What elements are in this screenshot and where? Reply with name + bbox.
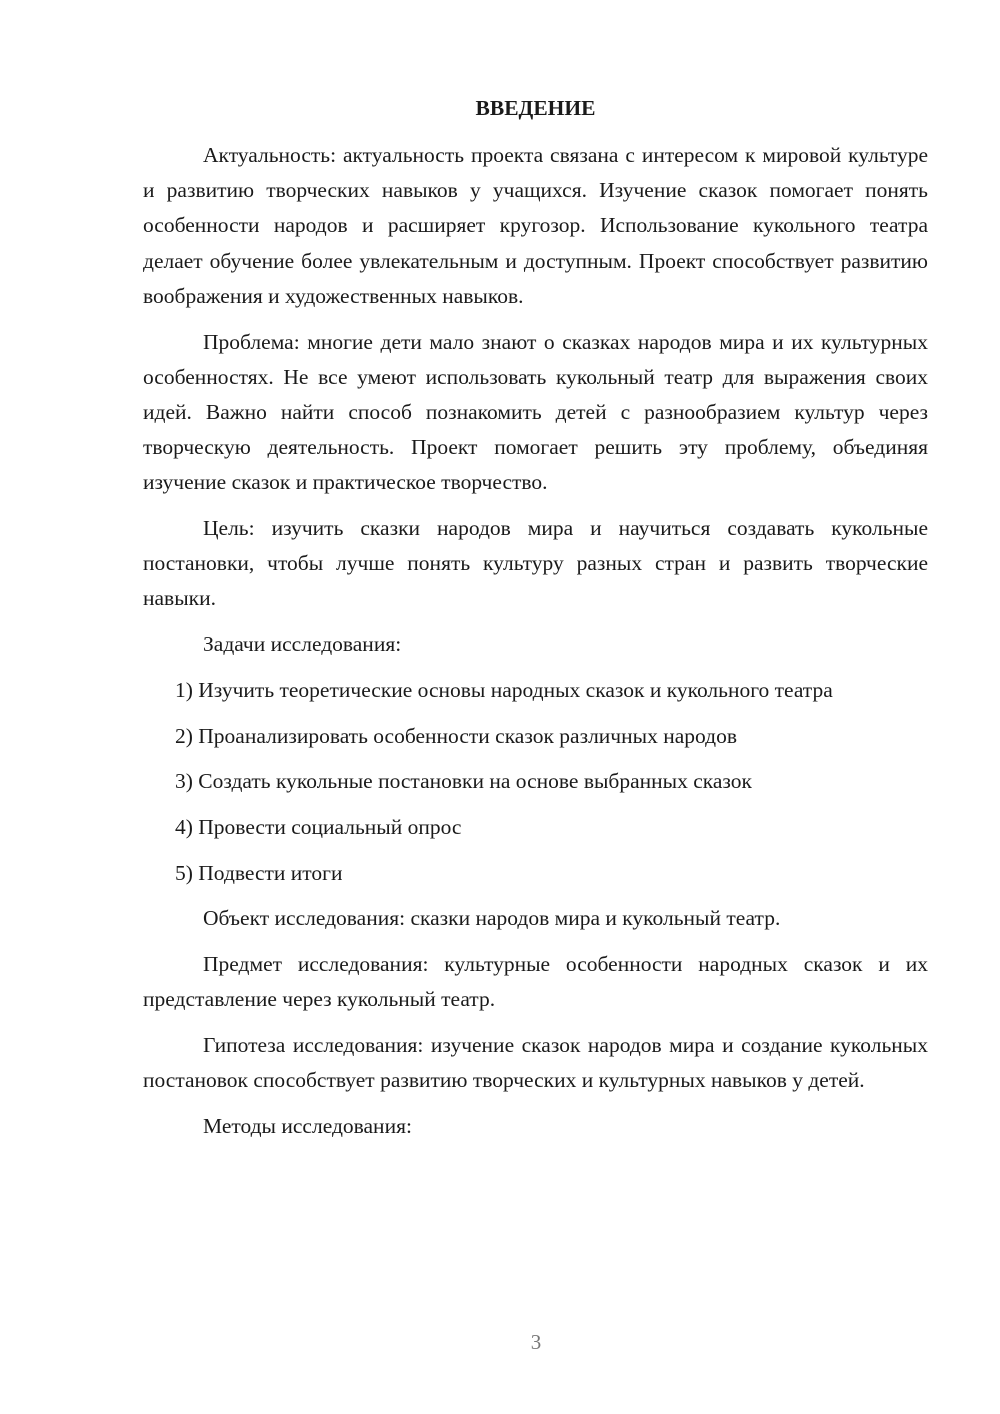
paragraph-methods-heading: Методы исследования: [203, 1113, 412, 1138]
paragraph-relevance: Актуальность: актуальность проекта связана с интересом к мировой культуре и развитию творческих навыков у учащихся. Изучение сказок помогает понять особенности народов и расширяет кругозор. Использование кукольного театра делает обучение более увлекательным и доступным. Проект способствует развитию воображения и художественных навыков. [143, 143, 928, 308]
task-item: 2) Проанализировать особенности сказок различных народов [175, 723, 737, 748]
paragraph-subject: Предмет исследования: культурные особенности народных сказок и их представление через кукольный театр. [143, 952, 928, 1012]
paragraph-tasks-heading: Задачи исследования: [203, 632, 402, 657]
document-page [143, 88, 928, 1155]
section-title: ВВЕДЕНИЕ [475, 96, 596, 120]
task-item: 4) Провести социальный опрос [175, 814, 462, 839]
task-item: 5) Подвести итоги [175, 860, 343, 885]
task-item: 1) Изучить теоретические основы народных сказок и кукольного театра [175, 677, 833, 702]
task-item: 3) Создать кукольные постановки на основе выбранных сказок [175, 769, 752, 794]
paragraph-hypothesis: Гипотеза исследования: изучение сказок народов мира и создание кукольных постановок способствует развитию творческих и культурных навыков у детей. [143, 1032, 928, 1093]
paragraph-problem: Проблема: многие дети мало знают о сказках народов мира и их культурных особенностях. Не все умеют использовать кукольный театр для выражения своих идей. Важно найти способ познакомить детей с разнообразием культур через творческую деятельность. Проект помогает решить эту проблему, объединяя изучение сказок и практическое творчество. [143, 329, 928, 495]
page-number: 3 [530, 1330, 542, 1354]
paragraph-goal: Цель: изучить сказки народов мира и научиться создавать кукольные постановки, чтобы лучше понять культуру разных стран и развить творческие навыки. [143, 516, 928, 611]
paragraph-object: Объект исследования: сказки народов мира и кукольный театр. [203, 906, 781, 931]
